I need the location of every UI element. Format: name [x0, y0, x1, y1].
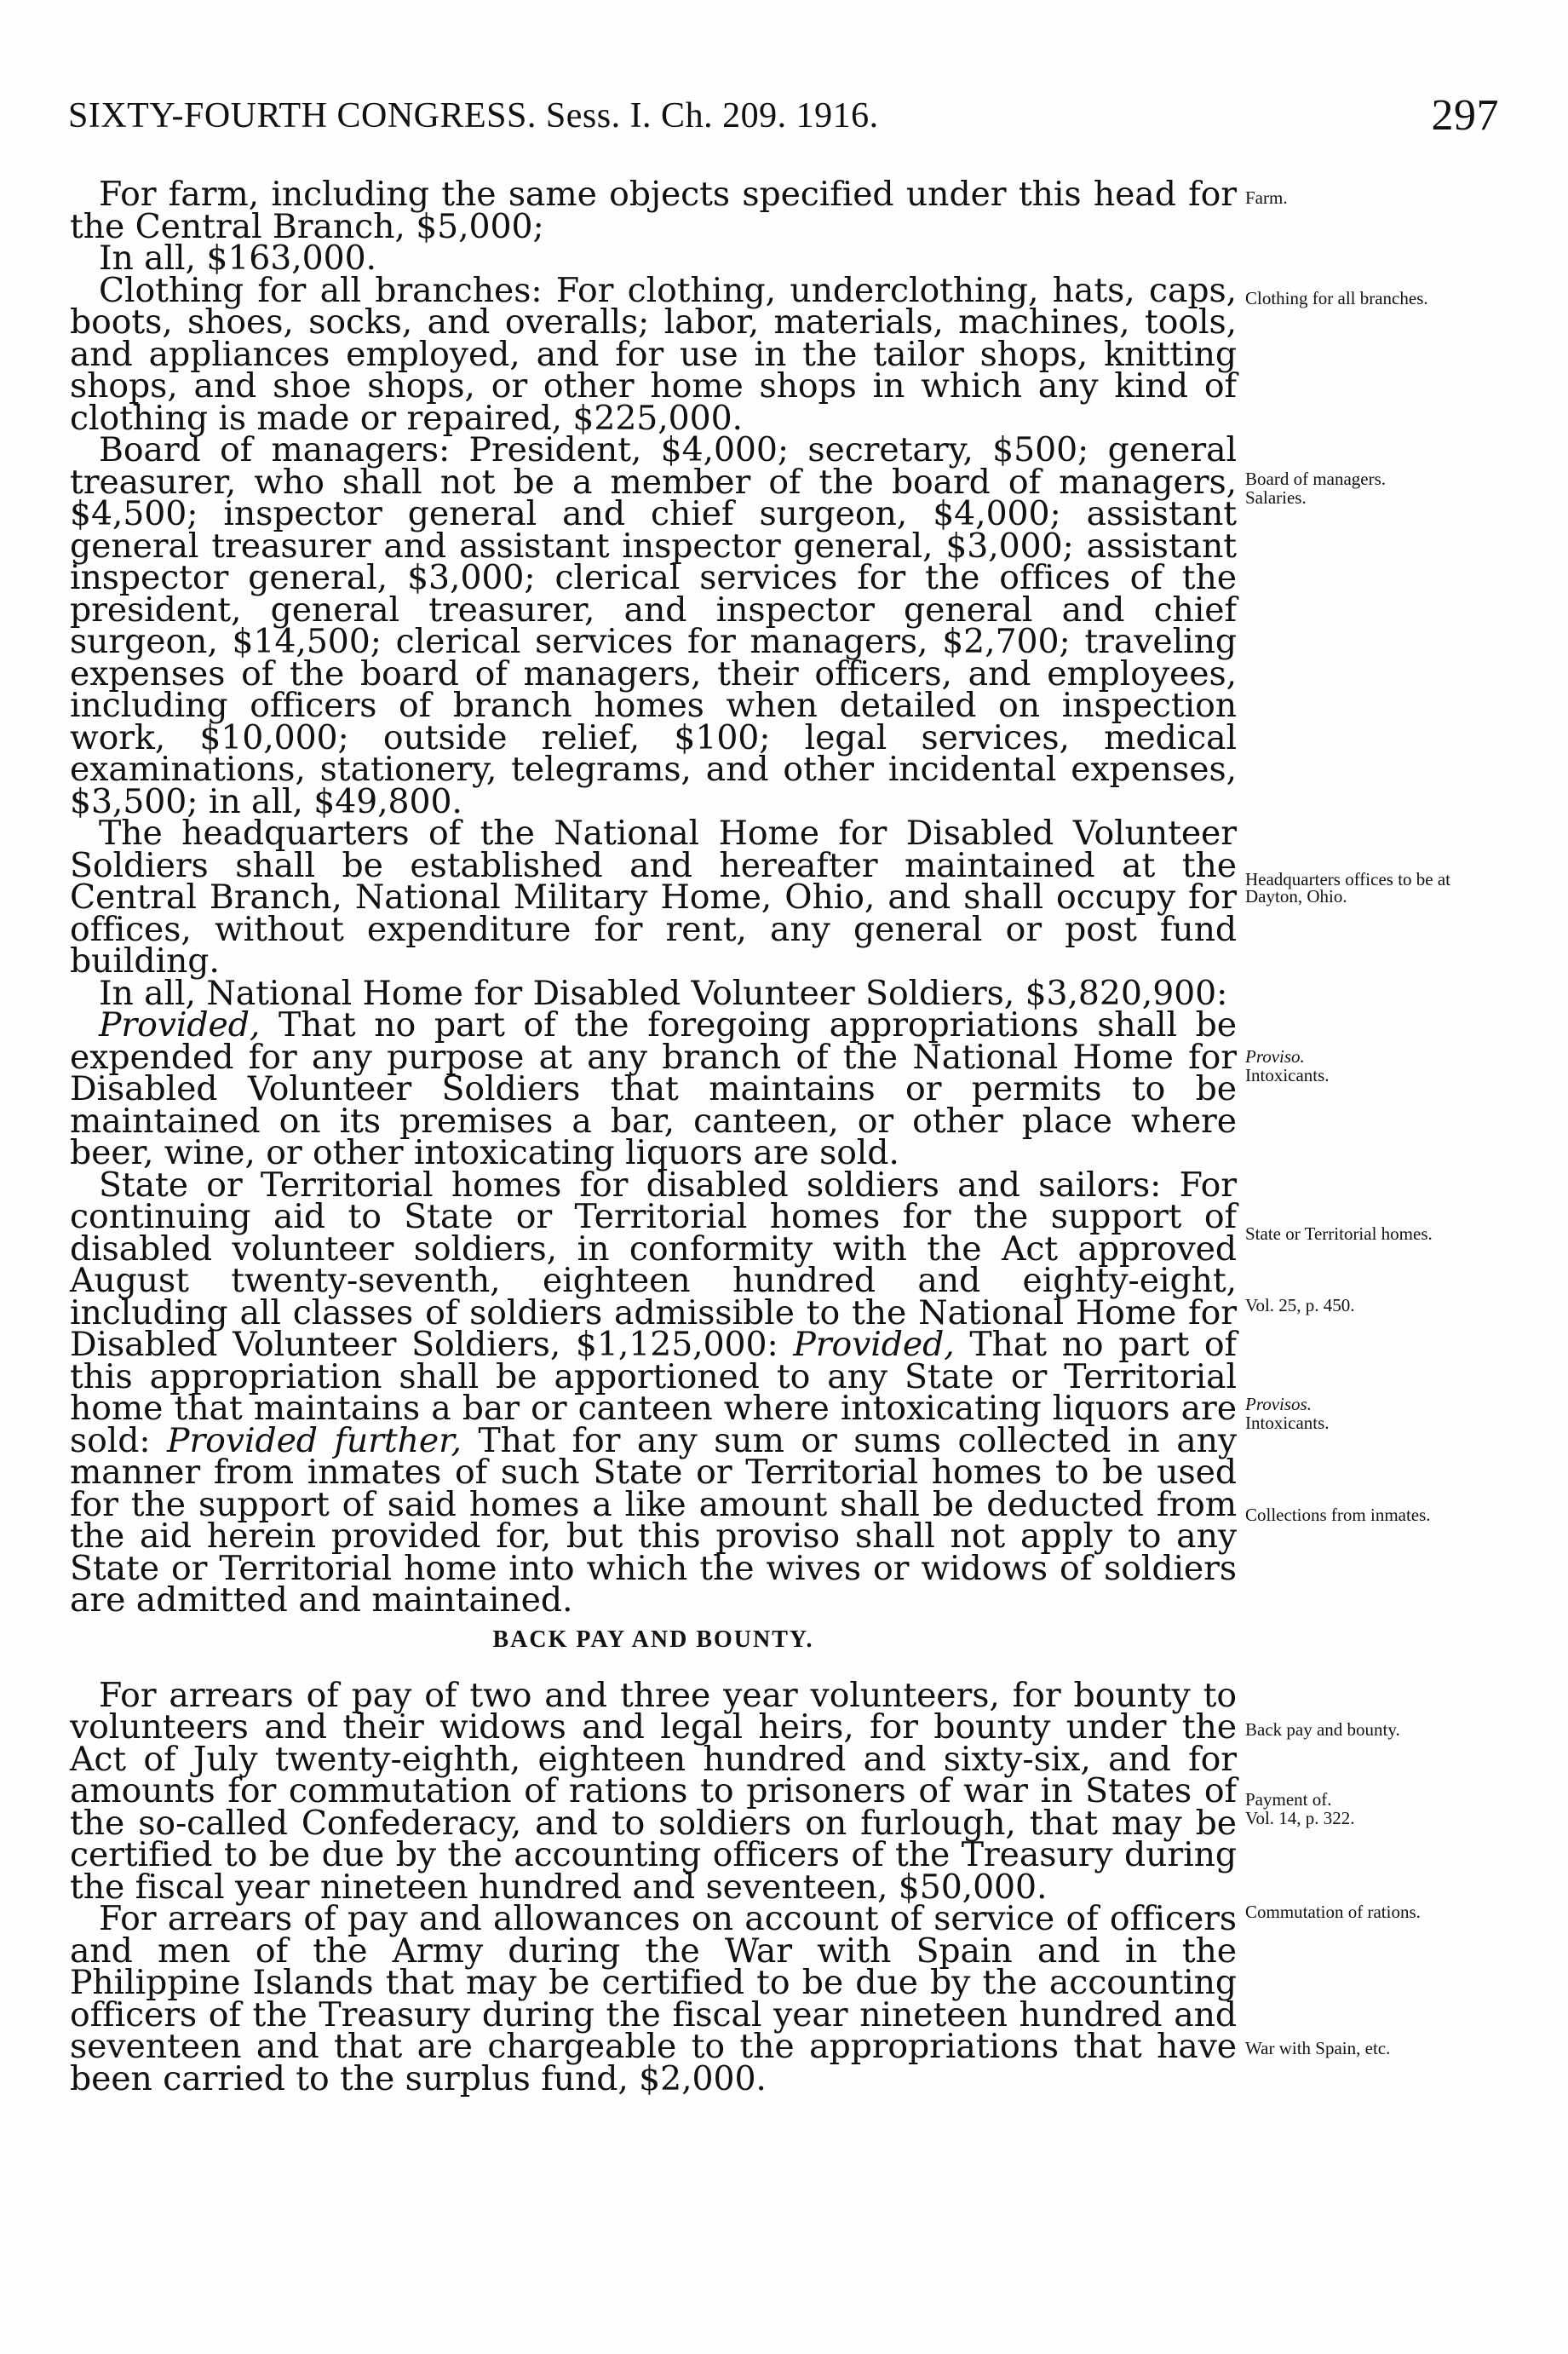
margin-note-commutation: Commutation of rations.	[1245, 1902, 1421, 1922]
running-head-title: SIXTY-FOURTH CONGRESS. Sess. I. Ch. 209. 1916.	[68, 96, 879, 135]
paragraph-board-of-managers: Board of managers: President, $4,000; secretary, $500; general treasurer, who shall not be a member of the board of managers, $4,500; inspector general and chief surgeon, $4,000; assistant general treasurer and assistant inspector general, $3,000; assistant inspector general, $3,000; clerical services for the offices of the president, general treasurer, and inspector general and chief surgeon, $14,500; clerical services for managers, $2,700; traveling expenses of the board of managers, their officers, and employees, including officers of branch homes when detailed on inspection work, $10,000; outside relief, $100; legal services, medical examinations, stationery, telegrams, and other incidental expenses, $3,500; in all, $49,800.	[70, 430, 1237, 821]
paragraph-in-all-total: In all, National Home for Disabled Volunteer Soldiers, $3,820,900:	[99, 973, 1228, 1013]
margin-note-intoxicants-2: Intoxicants.	[1245, 1413, 1330, 1433]
italic-provided-further: Provided further,	[167, 1420, 462, 1460]
paragraph-clothing: Clothing for all branches: For clothing, underclothing, hats, caps, boots, shoes, socks, and overalls; labor, materials, machines, tools, and appliances employed, and for use in the tailor shops, knitting shops, and shoe shops, or other home shops in which any kind of clothing is made or repaired, $225,000.	[70, 270, 1237, 438]
paragraph-in-all-163000: In all, $163,000.	[99, 239, 376, 278]
proviso-text: That no part of the foregoing appropriations shall be expended for any purpose at any branch of the National Home for Disabled Volunteer Soldiers that maintains or permits to be maintained on its premises a bar, canteen, or other place where beer, wine, or other intoxicating liquors are sold.	[70, 1005, 1238, 1172]
margin-note-back-pay: Back pay and bounty.	[1245, 1719, 1400, 1740]
state-homes-text: State or Territorial homes for disabled soldiers and sailors: For continuing aid to State or Territorial homes for the support of disabled volunteer soldiers, in conformity with the Act approved August twenty-seventh, eighteen hundred and eighty-eight, including all classes of soldiers admissible to the National Home for Disabled Volunteer Soldiers, $1,125,000:	[70, 1165, 1237, 1364]
margin-note-provisos: Provisos.	[1245, 1394, 1312, 1414]
margin-note-vol14: Vol. 14, p. 322.	[1245, 1808, 1355, 1828]
margin-note-headquarters: Headquarters offices to be at Dayton, Ohio.	[1245, 869, 1451, 906]
margin-note-farm: Farm.	[1245, 187, 1288, 208]
margin-note-intoxicants-1: Intoxicants.	[1245, 1065, 1330, 1085]
state-homes-proviso: That no part of this appropriation shall be apportioned to any State or Territorial home that maintains a bar or canteen where intoxicating liquors are sold:	[70, 1325, 1237, 1460]
italic-provided: Provided,	[99, 1005, 261, 1045]
state-homes-proviso-further: That for any sum or sums collected in any manner from inmates of such State or Territorial homes to be used for the support of said homes a like amount shall be deducted from the aid herein provided for, but this proviso shall not apply to any State or Territorial home into which the wives or widows of soldiers are admitted and maintained.	[70, 1420, 1237, 1620]
page-number: 297	[1431, 91, 1499, 140]
paragraph-arrears-war-spain: For arrears of pay and allowances on account of service of officers and men of the Army during the War with Spain and in the Philippine Islands that may be certified to be due by the accounting officers of the Treasury during the fiscal year nineteen hundred and seventeen and that are chargeable to the appropriations that have been carried to the surplus fund, $2,000.	[70, 1899, 1237, 2098]
paragraph-proviso-intoxicants	[70, 1005, 1238, 1172]
margin-note-salaries: Salaries.	[1245, 487, 1307, 508]
margin-note-state-homes: State or Territorial homes.	[1245, 1223, 1433, 1244]
paragraph-state-homes	[70, 1165, 1237, 1620]
main-text	[70, 175, 1238, 2098]
italic-provided-2: Provided,	[793, 1325, 955, 1364]
margin-note-collections: Collections from inmates.	[1245, 1505, 1431, 1525]
paragraph-headquarters: The headquarters of the National Home for Disabled Volunteer Soldiers shall be established and hereafter maintained at the Central Branch, National Military Home, Ohio, and shall occupy for offices, without expenditure for rent, any general or post fund building.	[70, 814, 1237, 981]
margin-note-proviso: Proviso.	[1245, 1046, 1305, 1067]
margin-note-vol25: Vol. 25, p. 450.	[1245, 1295, 1355, 1315]
running-header	[68, 91, 1499, 147]
margin-note-payment: Payment of.	[1245, 1789, 1332, 1810]
paragraph-farm: For farm, including the same objects specified under this head for the Central Branch, $5,000;	[70, 175, 1237, 246]
margin-note-war-spain: War with Spain, etc.	[1245, 2038, 1391, 2058]
section-heading-back-pay: BACK PAY AND BOUNTY.	[492, 1626, 814, 1653]
paragraph-arrears-volunteers: For arrears of pay of two and three year volunteers, for bounty to volunteers and their widows and legal heirs, for bounty under the Act of July twenty-eighth, eighteen hundred and sixty-six, and for amounts for commutation of rations to prisoners of war in States of the so-called Confederacy, and to soldiers on furlough, that may be certified to be due by the accounting officers of the Treasury during the fiscal year nineteen hundred and seventeen, $50,000.	[70, 1675, 1237, 1907]
margin-note-board: Board of managers.	[1245, 469, 1387, 489]
margin-note-clothing: Clothing for all branches.	[1245, 288, 1428, 308]
